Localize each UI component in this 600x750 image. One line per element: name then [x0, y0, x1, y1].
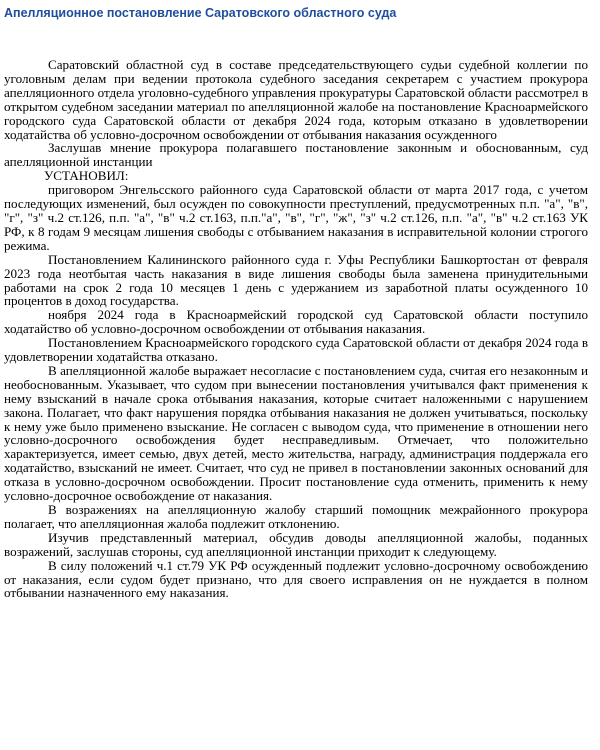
paragraph-sentence: приговором Энгельсского районного суда Саратовской области от марта 2017 года, с учетом последующих изменений, был осужден по совокупности преступлений, предусмотренных п.п. "а", "в", "г", "з" ч.2 ст.126, п.п. "а", "в" ч.2 ст.163, п.п."а", "в", "г", "ж", "з" ч.2 ст.126, п.п. "а", "в" ч.2 ст.163 УК РФ, к 8 годам 9 месяцам лишения свободы с отбыванием наказания в исправительной колонии строгого режима.: [4, 182, 588, 253]
heading-established: УСТАНОВИЛ:: [44, 168, 129, 184]
paragraph-appeal-complaint: В апелляционной жалобе выражает несогласие с постановлением суда, считая его незаконным и необоснованным. Указывает, что судом при вынесении постановления учитывался факт применения к нему взысканий в начале срока отбывания наказания, которые считает наложенными с нарушением закона. Полагает, что факт нарушения порядка отбывания наказания не должен учитываться, поскольку к нему уже было применено взыскание. Не согласен с выводом суда, что применение в отношении него условно-досрочного освобождения будет несправедливым. Отмечает, что положительно характеризуется, имеет семью, двух детей, место жительства, награду, администрация поддержала его ходатайство, взысканий не имеет. Считает, что суд не привел в постановлении законных оснований для отказа в условно-досрочном освобождении. Просит постановление суда отменить, применить к нему условно-досрочное освобождение от наказания.: [4, 362, 588, 504]
paragraph-kalininsky-ruling: Постановлением Калининского районного суда г. Уфы Республики Башкортостан от февраля 2023 года неотбытая часть наказания в виде лишения свободы была заменена принудительными работами на срок 2 года 10 месяцев 1 день с удержанием из заработной платы осужденного 10 процентов в доход государства.: [4, 251, 588, 309]
document-body: [4, 58, 588, 600]
paragraph-prosecutor-opinion: Заслушав мнение прокурора полагавшего постановление законным и обоснованным, суд апелляционной инстанции: [4, 140, 588, 170]
paragraph-court-review: Изучив представленный материал, обсудив доводы апелляционной жалобы, поданных возражений, заслушав стороны, суд апелляционной инстанции приходит к следующему.: [4, 529, 588, 559]
paragraph-legal-basis: В силу положений ч.1 ст.79 УК РФ осужденный подлежит условно-досрочному освобождению от наказания, если судом будет признано, что для своего исправления он не нуждается в полном отбывании назначенного ему наказания.: [4, 557, 588, 601]
paragraph-petition-received: ноября 2024 года в Красноармейский городской суд Саратовской области поступило ходатайство об условно-досрочном освобождении от отбывания наказания.: [4, 307, 588, 337]
paragraph-court-composition: Саратовский областной суд в составе председательствующего судьи судебной коллегии по уголовным делам при ведении протокола судебного заседания секретарем с участием прокурора апелляционного отдела уголовно-судебного управления прокуратуры Саратовской области рассмотрел в открытом судебном заседании материал по апелляционной жалобе на постановление Красноармейского городского суда Саратовской области от декабря 2024 года, которым отказано в удовлетворении ходатайства об условно-досрочном освобождении от отбывания наказания осужденного: [4, 57, 588, 142]
paragraph-prosecutor-objections: В возражениях на апелляционную жалобу старший помощник межрайонного прокурора полагает, что апелляционная жалоба подлежит отклонению.: [4, 502, 588, 531]
document-title: Апелляционное постановление Саратовского областного суда: [4, 6, 397, 20]
paragraph-petition-denied: Постановлением Красноармейского городского суда Саратовской области от декабря 2024 года в удовлетворении ходатайства отказано.: [4, 335, 588, 365]
